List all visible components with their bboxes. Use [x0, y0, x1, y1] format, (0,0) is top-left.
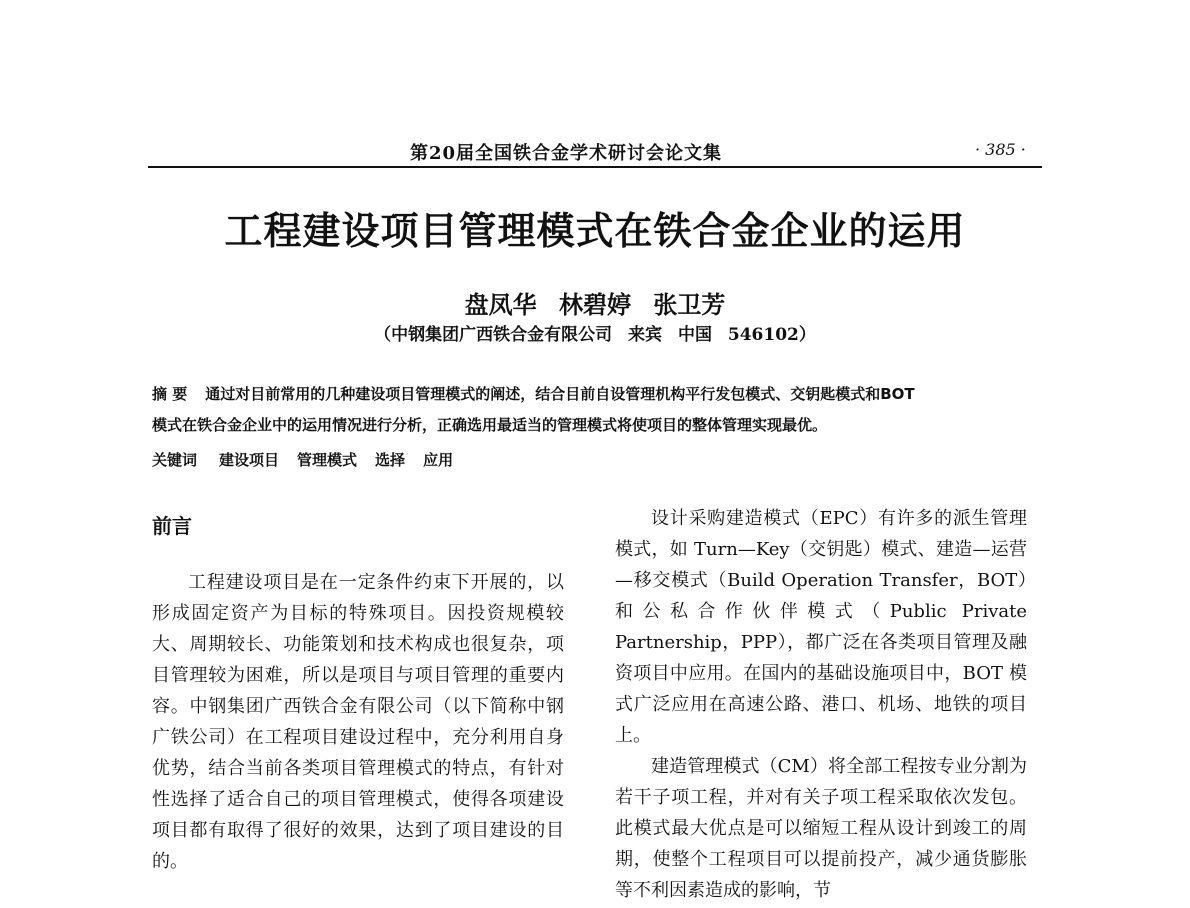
body-paragraph: 建造管理模式（CM）将全部工程按专业分割为若干子项工程，并对有关子项工程采取依次发包。此模式最大优点是可以缩短工程从设计到竣工的周期，使整个工程项目可以提前投产，减少通货膨胀等不利因素造成的影响，节: [615, 756, 1027, 901]
keywords: [152, 449, 471, 470]
keyword: 管理模式: [297, 451, 358, 469]
page-number: · 385 ·: [975, 140, 1026, 159]
body-paragraph: 工程建设项目是在一定条件约束下开展的，以形成固定资产为目标的特殊项目。因投资规模较大、周期较长、功能策划和技术构成也很复杂，项目管理较为困难，所以是项目与项目管理的重要内容。中钢集团广西铁合金有限公司（以下简称中钢广铁公司）在工程项目建设过程中，充分利用自身优势，结合当前各类项目管理模式的特点，有针对性选择了适合自己的项目管理模式，使得各项建设项目都有取得了很好的效果，达到了项目建设的目的。: [152, 572, 564, 872]
keyword: 选择: [375, 451, 406, 469]
paper-title: 工程建设项目管理模式在铁合金企业的运用: [224, 209, 966, 253]
abstract-line-1: [152, 383, 915, 404]
keywords-label: 关键词: [152, 451, 198, 469]
left-column: [152, 567, 564, 877]
abstract-text-1: 通过对目前常用的几种建设项目管理模式的阐述，结合目前自设管理机构平行发包模式、交钥匙模式和BOT: [205, 385, 915, 403]
header-title: 第20届全国铁合金学术研讨会论文集: [410, 143, 723, 164]
authors: 盘凤华 林碧婷 张卫芳: [464, 290, 726, 319]
body-paragraph: 设计采购建造模式（EPC）有许多的派生管理模式，如 Turn—Key（交钥匙）模式、建造—运营—移交模式（Build Operation Transfer，BOT）和公私合作伙伴模式（Public Private Partnership，PPP），都广泛在各类项目管理及融资项目中应用。在国内的基础设施项目中，BOT 模式广泛应用在高速公路、港口、机场、地铁的项目上。: [615, 508, 1027, 746]
section-heading: 前言: [152, 514, 192, 538]
affiliation: （中钢集团广西铁合金有限公司 来宾 中国 546102）: [374, 325, 816, 345]
abstract-line-2: 模式在铁合金企业中的运用情况进行分析，正确选用最适当的管理模式将使项目的整体管理实现最优。: [152, 416, 828, 434]
right-column: [615, 503, 1027, 906]
abstract-label: 摘 要: [152, 385, 188, 403]
keyword: 建设项目: [219, 451, 280, 469]
keyword: 应用: [423, 451, 454, 469]
